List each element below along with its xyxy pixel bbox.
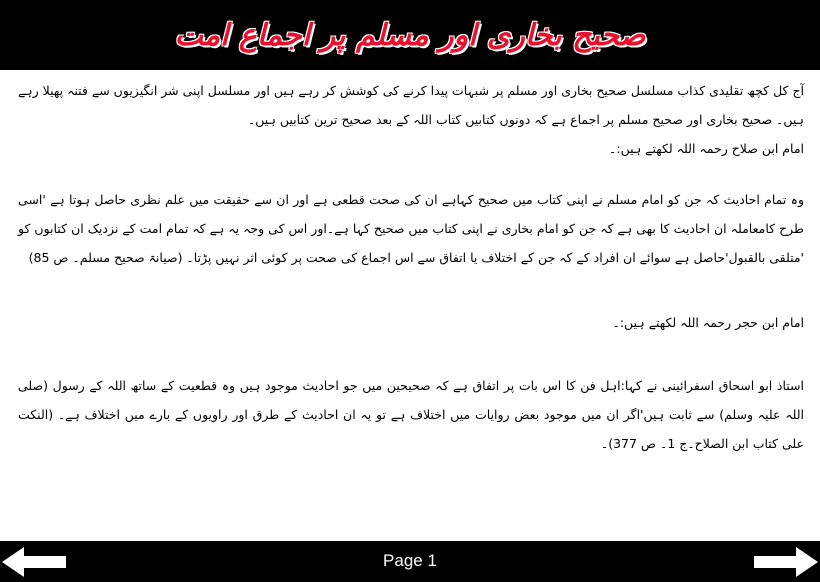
spacer — [18, 163, 804, 185]
spacer — [18, 272, 804, 308]
page-number: Page 1 — [383, 551, 437, 570]
ibn-salah-quote: وہ تمام احادیث کہ جن کو امام مسلم نے اپنی کتاب میں صحیح کہاہے ان کی صحت قطعی ہے اور ان سے حقیقت میں علم نظری حاصل ہوتا ہے 'اسی طرح کامعاملہ ان احادیث کا بھی ہے کہ جن کو امام بخاری نے اپنی کتاب میں صحیح کہا ہے۔اور اس کی وجہ یہ ہے کہ تمام امت کے نزدیک ان کتابوں کو 'متلقی بالقبول'حاصل ہے سوائے ان افراد کے کہ جن کے اختلاف یا اتفاق سے اس اجماع کی صحت پر کوئی اثر نہیں پڑتا۔ (صیانۃ صحیح مسلم۔ ص 85) — [18, 192, 804, 265]
intro-paragraph: آج کل کچھ تقلیدی کذاب مسلسل صحیح بخاری اور مسلم پر شبہات پیدا کرنے کی کوشش کر رہے ہیں اور مسلسل اپنی شر انگیزیوں سے فتنہ پھیلا رہے ہیں۔ صحیح بخاری اور صحیح مسلم پر اجماع ہے کہ دونوں کتابیں کتاب اللہ کے بعد صحیح ترین کتابیں ہیں۔ — [17, 83, 804, 127]
arrow-right-icon — [754, 547, 818, 577]
spacer — [18, 337, 804, 371]
article-body — [18, 76, 804, 538]
ibn-hajar-quote: استاذ ابو اسحاق اسفرائینی نے کہا:اہل فن کا اس بات پر اتفاق ہے کہ صحیحین میں جو احادیث موجود ہیں وہ قطعیت کے ساتھ اللہ کے رسول (صلی اللہ علیہ وسلم) سے ثابت ہیں'اگر ان میں موجود بعض روایات میں اختلاف ہے تو یہ ان احادیث کے طرق اور راویوں کے بارے میں اختلاف ہے۔ (النکت علی کتاب ابن الصلاح۔ج 1۔ ص 377)۔ — [18, 378, 804, 451]
next-page-button[interactable] — [754, 547, 818, 577]
ibn-salah-heading: امام ابن صلاح رحمہ اللہ لکھتے ہیں:۔ — [609, 141, 804, 156]
page-title: صحیح بخاری اور مسلم پر اجماع امت — [174, 17, 646, 53]
ibn-hajar-heading: امام ابن حجر رحمہ اللہ لکھتے ہیں:۔ — [612, 315, 804, 330]
header-bar — [0, 0, 820, 70]
footer-bar — [0, 541, 820, 582]
